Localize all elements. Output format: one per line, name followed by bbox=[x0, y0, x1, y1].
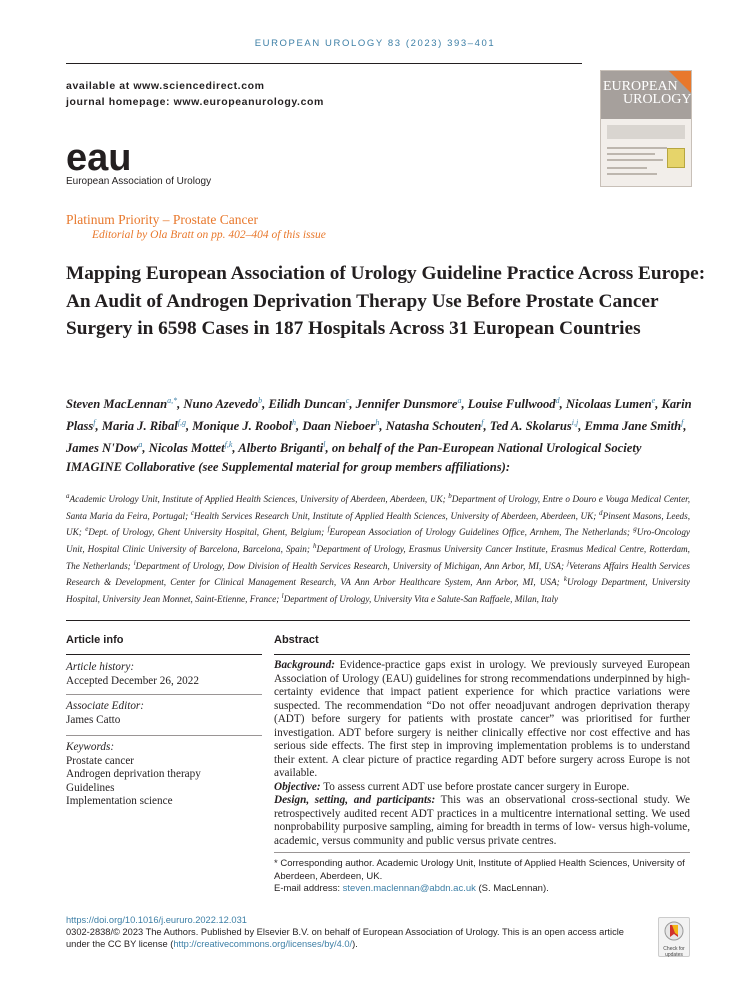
author-list: Steven MacLennan$^{a,*}$, Nuno Azevedo$^b$, Eilidh Duncan$^c$, Jennifer Dunsmore$^a$, Louise Fullwood$^d$, Nicolaas Lumen$^e$, Karin Plass$^f$, Maria J. Ribal$^{f,g}$, Monique J. Roobol$^h$, Daan Nieboer$^h$, Natasha Schouten$^f$, Ted A. Skolarus$^{i,j}$, Emma Jane Smith$^f$, James N'Dow$^a$, Nicolas Mottet$^{f,k}$, Alberto Briganti$^l$, on behalf of the Pan-European National Urological Society IMAGINE Collaborative (see Supplemental material for group members affiliations): bbox=[66, 396, 692, 475]
affiliation-key: c bbox=[190, 508, 194, 517]
author-affiliation-marker[interactable]: h bbox=[375, 418, 380, 428]
editorial-note[interactable]: Editorial by Ola Bratt on pp. 402–404 of this issue bbox=[92, 229, 326, 241]
affiliation-key: k bbox=[563, 575, 567, 584]
author-affiliation-marker[interactable]: f bbox=[681, 418, 684, 428]
author-affiliation-marker[interactable]: h bbox=[292, 418, 297, 428]
affiliation-text: Health Services Research Unit, Institute of Applied Health Sciences, University of Aberdeen, Aberdeen, UK; bbox=[193, 510, 597, 521]
affiliation-text: European Association of Urology Guidelines Office, Arnhem, The Netherlands; bbox=[329, 527, 630, 538]
keyword-item: Guidelines bbox=[66, 781, 115, 794]
journal-cover[interactable] bbox=[600, 70, 692, 187]
author-name[interactable]: Daan Nieboer bbox=[302, 419, 376, 434]
email-suffix: (S. MacLennan). bbox=[478, 883, 549, 895]
author-name[interactable]: Natasha Schouten bbox=[385, 419, 482, 434]
author-name[interactable]: Monique J. Roobol bbox=[192, 419, 293, 434]
doi-link[interactable]: https://doi.org/10.1016/j.eururo.2022.12.031 bbox=[66, 915, 247, 925]
article-info-rule bbox=[66, 654, 262, 655]
affiliation-key: l bbox=[281, 591, 284, 600]
journal-homepage[interactable]: journal homepage: www.europeanurology.com bbox=[66, 96, 324, 108]
affiliation-text: Department of Urology, Dow Division of Health Services Research, University of Michigan, Ann Arbor, MI, USA; bbox=[135, 560, 565, 571]
affiliation-key: a bbox=[66, 492, 70, 500]
email-link[interactable]: steven.maclennan@abdn.ac.uk bbox=[342, 883, 476, 895]
author-name[interactable]: Nicolas Mottet bbox=[148, 441, 225, 456]
affiliation-key: h bbox=[313, 541, 317, 550]
check-for-updates-badge[interactable] bbox=[658, 917, 690, 957]
abstract-heading: Abstract bbox=[274, 634, 319, 646]
author-affiliation-marker[interactable]: f bbox=[481, 418, 484, 428]
cover-badge bbox=[667, 148, 685, 168]
affiliation-text: Department of Urology, Entre o Douro e Vouga Medical Center, Santa Maria da Feira, Portugal; bbox=[66, 494, 691, 521]
author-affiliation-marker[interactable]: a bbox=[457, 396, 462, 405]
page-footer bbox=[66, 915, 646, 950]
keywords-block bbox=[66, 741, 262, 809]
author-name[interactable]: Steven MacLennan bbox=[66, 397, 168, 412]
background-text: Evidence-practice gaps exist in urology. We previously surveyed European Association of Urology (EAU) guidelines for strong recommendations underpinned by high-certainty evidence that impact patient experience for which practice variations were suspected. The recommendation “Do not offer neoadjuvant androgen deprivation therapy (ADT) before surgery for patients with prostate cancer” was prioritised for further investigation. ADT before surgery is neither clinically effective nor cost effective and has serious side effects. The first step in improving implementation problems is to understand their extent. A clear picture of practice regarding ADT before surgery across Europe is not available. bbox=[274, 659, 690, 779]
objective-label: Objective: bbox=[274, 780, 321, 793]
cover-figure-strip bbox=[607, 125, 685, 139]
cover-title-line1: EUROPEAN bbox=[603, 79, 678, 94]
author-name[interactable]: Karin Plass bbox=[66, 397, 692, 434]
section-divider bbox=[66, 620, 690, 621]
author-affiliation-marker[interactable]: b bbox=[258, 396, 263, 405]
priority-label: Platinum Priority – Prostate Cancer bbox=[66, 212, 258, 227]
keyword-item: Implementation science bbox=[66, 795, 173, 807]
abstract-rule bbox=[274, 654, 690, 655]
author-affiliation-marker[interactable]: e bbox=[651, 396, 656, 405]
copyright-text: 0302-2838/© 2023 The Authors. Published by Elsevier B.V. on behalf of European Association of Urology. This is an open access article under the CC BY license ( bbox=[66, 926, 624, 949]
affiliation-text: Academic Urology Unit, Institute of Applied Health Sciences, University of Aberdeen, Aberdeen, UK; bbox=[69, 494, 446, 505]
author-name[interactable]: Eilidh Duncan bbox=[268, 397, 346, 412]
affiliation-key: e bbox=[85, 525, 89, 534]
bookmark-icon bbox=[663, 920, 685, 942]
abstract-body bbox=[274, 659, 690, 848]
keywords-label: Keywords: bbox=[66, 741, 115, 753]
affiliation-text: Urology Department, University Hospital, University Jean Monnet, Saint-Etienne, France; bbox=[66, 577, 690, 604]
article-history-value: Accepted December 26, 2022 bbox=[66, 674, 199, 687]
authors-suffix: , on behalf of the Pan-European National Urological Society IMAGINE Collaborative (see Supplemental material for group members affiliations): bbox=[66, 441, 642, 475]
article-info-heading: Article info bbox=[66, 634, 124, 646]
keyword-item: Prostate cancer bbox=[66, 754, 135, 767]
footnote bbox=[274, 858, 690, 896]
affiliation-key: j bbox=[567, 558, 570, 567]
author-affiliation-marker[interactable]: f,g bbox=[177, 418, 186, 428]
author-name[interactable]: James N'Dow bbox=[66, 441, 139, 456]
available-at[interactable]: available at www.sciencedirect.com bbox=[66, 80, 265, 92]
cover-title-line2: UROLOGY bbox=[623, 92, 692, 107]
update-line1: Check for bbox=[663, 946, 685, 952]
eau-logo-mark: eau bbox=[66, 140, 132, 179]
author-name[interactable]: Louise Fullwood bbox=[467, 397, 556, 412]
author-name[interactable]: Maria J. Ribal bbox=[101, 419, 178, 434]
author-name[interactable]: Nuno Azevedo bbox=[183, 397, 259, 412]
author-name[interactable]: Nicolaas Lumen bbox=[565, 397, 652, 412]
design-label: Design, setting, and participants: bbox=[274, 794, 436, 806]
author-affiliation-marker[interactable]: a bbox=[138, 440, 143, 450]
associate-editor bbox=[66, 700, 262, 727]
associate-editor-label: Associate Editor: bbox=[66, 700, 144, 712]
author-affiliation-marker[interactable]: l bbox=[323, 440, 326, 450]
affiliation-text: Veterans Affairs Health Services Research & Development, Center for Clinical Management Research, VA Ann Arbor Healthcare System, Ann Arbor, MI, USA; bbox=[66, 560, 691, 588]
author-affiliation-marker[interactable]: f,k bbox=[224, 440, 233, 450]
article-history bbox=[66, 661, 262, 688]
author-name[interactable]: Jennifer Dunsmore bbox=[355, 397, 458, 412]
author-name[interactable]: Alberto Briganti bbox=[238, 441, 324, 456]
affiliation-key: f bbox=[327, 525, 330, 534]
license-link[interactable]: http://creativecommons.org/licenses/by/4.0/ bbox=[173, 938, 353, 949]
author-affiliation-marker[interactable]: i,j bbox=[571, 418, 579, 428]
email-label: E-mail address: bbox=[274, 883, 340, 895]
author-affiliation-marker[interactable]: c bbox=[345, 396, 350, 405]
keyword-item: Androgen deprivation therapy bbox=[66, 768, 201, 780]
running-head: EUROPEAN UROLOGY 83 (2023) 393–401 bbox=[254, 38, 496, 49]
author-affiliation-marker[interactable]: f bbox=[93, 418, 96, 428]
affiliations bbox=[66, 490, 690, 607]
eau-logo-label: European Association of Urology bbox=[66, 176, 212, 187]
article-history-label: Article history: bbox=[66, 661, 135, 673]
footnote-rule bbox=[274, 852, 690, 853]
affiliation-key: d bbox=[599, 508, 603, 517]
author-affiliation-marker[interactable]: d bbox=[555, 396, 560, 405]
article-title: Mapping European Association of Urology Guideline Practice Across Europe: An Audit of Androgen Deprivation Therapy Use Before Prostate Cancer Surgery in 6598 Cases in 187 Hospitals Across 31 European Countries bbox=[66, 263, 706, 340]
affiliation-key: i bbox=[133, 558, 136, 567]
affiliation-text: Uro-Oncology Unit, Hospital Clinic University of Barcelona, Barcelona, Spain; bbox=[66, 527, 691, 555]
affiliation-text: Pinsent Masons, Leeds, UK; bbox=[66, 510, 690, 538]
design-text: This was an observational cross-sectional study. We retrospectively audited recent ADT practices in a multicentre international setting. We used nonprobability purposive sampling, aiming for breadth in terms of low- versus high-volume, academic, versus community and public versus private centres. bbox=[274, 794, 690, 847]
author-name[interactable]: Ted A. Skolarus bbox=[489, 419, 572, 434]
affiliation-key: b bbox=[448, 492, 452, 500]
update-line2: updates bbox=[665, 951, 683, 958]
cover-ribbon bbox=[669, 71, 691, 93]
objective-text: To assess current ADT use before prostate cancer surgery in Europe. bbox=[323, 780, 630, 793]
associate-editor-value: James Catto bbox=[66, 713, 121, 726]
background-label: Background: bbox=[274, 659, 335, 671]
author-name[interactable]: Emma Jane Smith bbox=[584, 419, 682, 434]
affiliation-text: Department of Urology, University Vita e Salute-San Raffaele, Milan, Italy bbox=[283, 594, 559, 604]
affiliation-text: Dept. of Urology, Ghent University Hospital, Ghent, Belgium; bbox=[88, 527, 325, 538]
author-affiliation-marker[interactable]: a,* bbox=[167, 396, 178, 405]
header-rule bbox=[66, 63, 582, 64]
affiliation-key: g bbox=[633, 525, 637, 534]
license-close: ). bbox=[352, 938, 358, 949]
availability-block bbox=[66, 78, 324, 110]
corresponding-author: * Corresponding author. Academic Urology Unit, Institute of Applied Health Sciences, University of Aberdeen, Aberdeen, UK. bbox=[274, 858, 685, 882]
affiliation-text: Department of Urology, Erasmus University Cancer Institute, Erasmus Medical Centre, Rotterdam, The Netherlands; bbox=[66, 544, 690, 571]
